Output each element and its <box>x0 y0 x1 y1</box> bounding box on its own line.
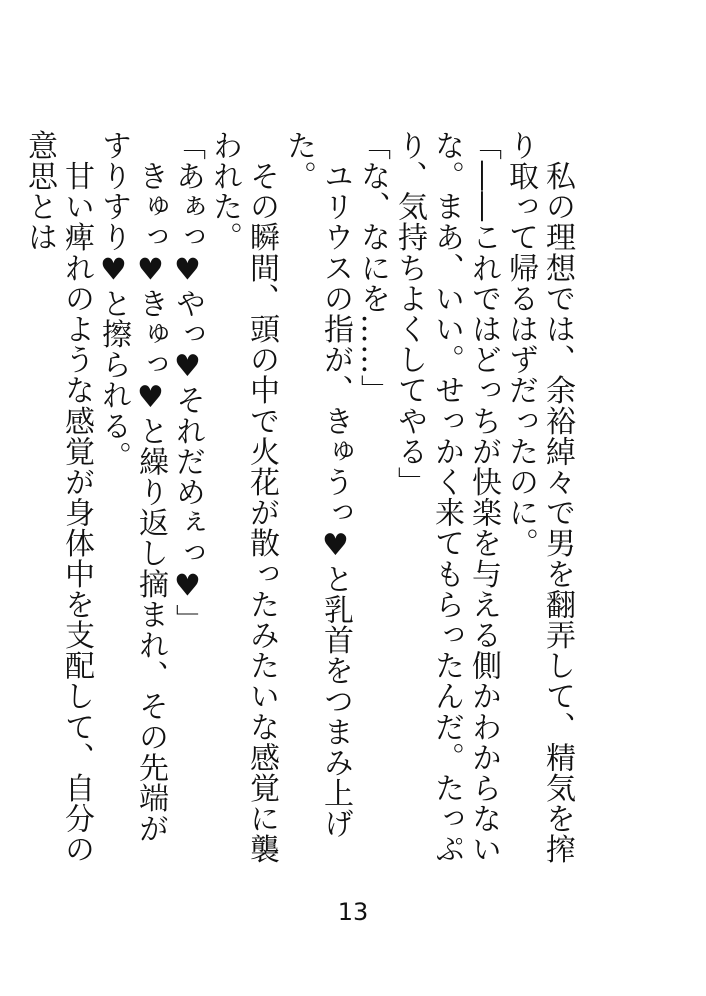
paragraph: 「――これではどっちが快楽を与える側かわからないな。まあ、いい。せっかく来てもらったんだ。たっぷり、気持ちよくしてやる」 <box>392 130 501 865</box>
paragraph: きゅっ♥きゅっ♥と繰り返し摘まれ、その先端がすりすり♥と擦られる。 <box>96 130 168 844</box>
vertical-text-body <box>22 130 576 870</box>
paragraph: 私の理想では、余裕綽々で男を翻弄して、精気を搾り取って帰るはずだったのに。 <box>503 130 575 865</box>
paragraph: 「あぁっ♥やっ♥それだめぇっ♥」 <box>170 130 205 635</box>
paragraph: ユリウスの指が、きゅうっ♥と乳首をつまみ上げた。 <box>281 130 353 839</box>
paragraph: 「な、なにを……」 <box>355 130 390 406</box>
page-number: 13 <box>337 898 369 926</box>
paragraph: 甘い痺れのような感覚が身体中を支配して、自分の意思とは <box>22 130 94 865</box>
paragraph: その瞬間、頭の中で火花が散ったみたいな感覚に襲われた。 <box>207 130 279 865</box>
